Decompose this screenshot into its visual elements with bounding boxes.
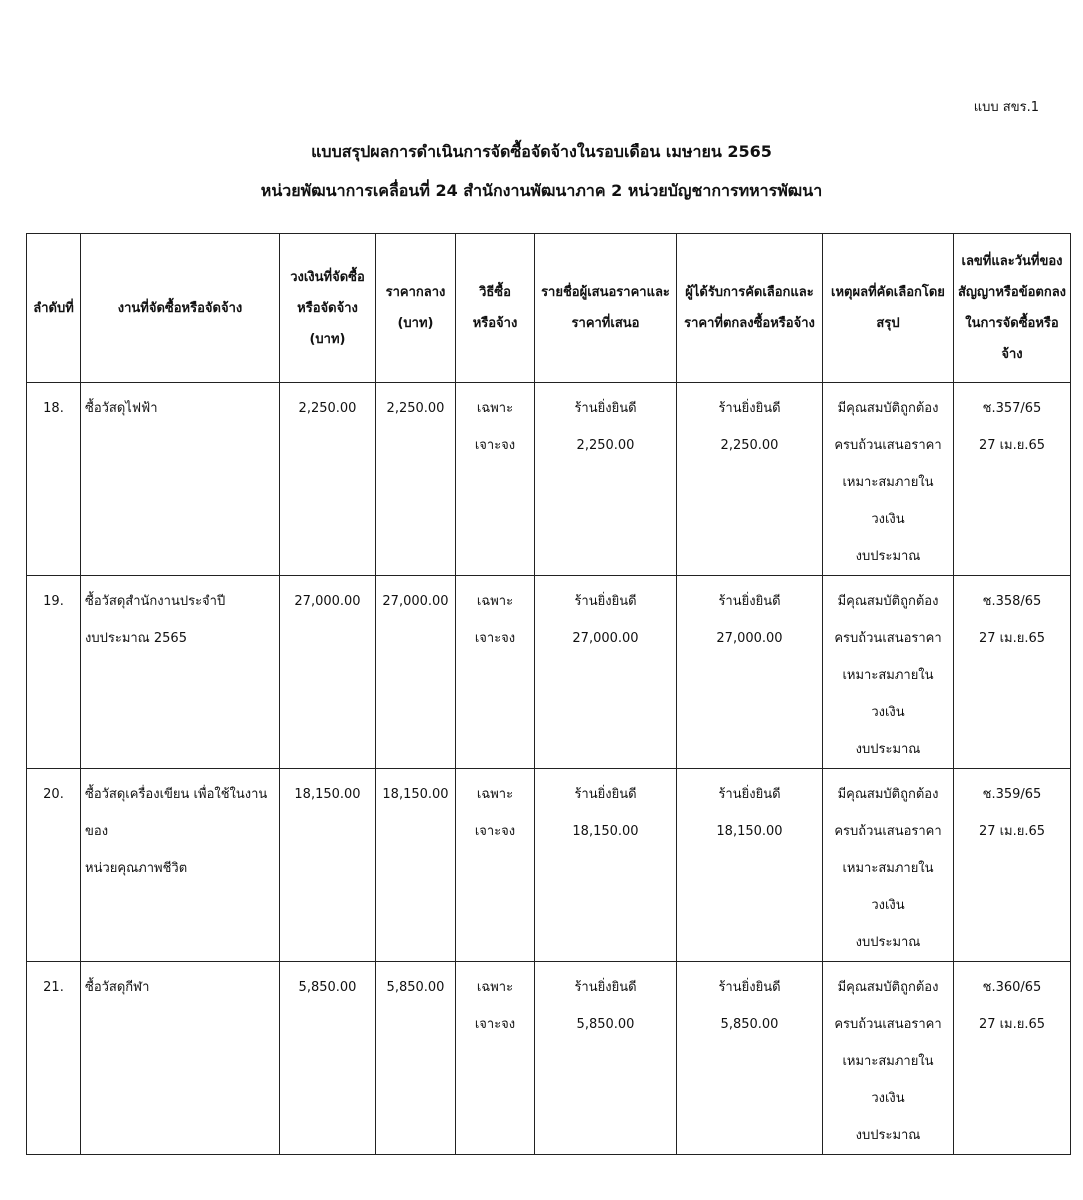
cell-bidder-line: 27,000.00 — [572, 631, 639, 646]
cell-reason-line: งบประมาณ — [855, 742, 921, 757]
cell-item — [81, 383, 280, 576]
header-line: (บาท) — [309, 331, 346, 347]
header-contract — [954, 234, 1071, 383]
cell-reason-line: ครบถ้วนเสนอราคา — [834, 631, 942, 646]
cell-reason-line: งบประมาณ — [855, 935, 921, 950]
document-subtitle: หน่วยพัฒนาการเคลื่อนที่ 24 สำนักงานพัฒนาภาค 2 หน่วยบัญชาการทหารพัฒนา — [260, 181, 823, 200]
cell-bidder-line: 2,250.00 — [576, 438, 635, 453]
cell-reason-line: เหมาะสมภายในวงเงิน — [842, 1054, 934, 1106]
table-header-row — [27, 234, 1071, 383]
header-median-price — [376, 234, 456, 383]
cell-reason-line: มีคุณสมบัติถูกต้อง — [837, 980, 939, 995]
cell-selected-line: 18,150.00 — [716, 824, 783, 839]
cell-bidder — [535, 962, 677, 1155]
header-bidder — [535, 234, 677, 383]
table-row — [27, 383, 1071, 576]
cell-median-price: 5,850.00 — [376, 962, 456, 1155]
cell-reason — [823, 576, 954, 769]
cell-bidder — [535, 576, 677, 769]
header-line: หรือจัดจ้าง — [297, 300, 358, 316]
header-line: ผู้ได้รับการคัดเลือกและ — [685, 285, 814, 300]
header-line: งานที่จัดซื้อหรือจัดจ้าง — [117, 300, 243, 316]
header-line: (บาท) — [397, 316, 434, 331]
header-line: สัญญาหรือข้อตกลง — [957, 285, 1067, 300]
cell-contract-line: ช.359/65 — [982, 787, 1042, 802]
cell-contract-line: 27 เม.ย.65 — [978, 631, 1046, 646]
header-line: หรือจ้าง — [472, 316, 518, 331]
cell-bidder-line: ร้านยิ่งยินดี — [574, 980, 637, 995]
cell-contract — [954, 962, 1071, 1155]
header-line: ในการจัดซื้อหรือ — [965, 316, 1059, 331]
cell-item-line: ซื้อวัสดุเครื่องเขียน เพื่อใช้ในงานของ — [85, 787, 268, 839]
cell-reason — [823, 383, 954, 576]
cell-bidder-line: ร้านยิ่งยินดี — [574, 401, 637, 416]
table-row — [27, 576, 1071, 769]
cell-no: 21. — [27, 962, 81, 1155]
cell-selected-line: 5,850.00 — [720, 1017, 779, 1032]
cell-reason-line: ครบถ้วนเสนอราคา — [834, 1017, 942, 1032]
cell-method: เฉพาะเจาะจง — [456, 576, 535, 769]
cell-selected — [677, 383, 823, 576]
cell-reason-line: มีคุณสมบัติถูกต้อง — [837, 594, 939, 609]
cell-no: 19. — [27, 576, 81, 769]
cell-bidder — [535, 769, 677, 962]
header-line: รายชื่อผู้เสนอราคาและ — [541, 285, 670, 300]
header-line: เลขที่และวันที่ของ — [961, 254, 1063, 269]
header-line: ราคากลาง — [385, 285, 446, 300]
cell-budget: 5,850.00 — [280, 962, 376, 1155]
cell-reason-line: ครบถ้วนเสนอราคา — [834, 824, 942, 839]
cell-item — [81, 576, 280, 769]
cell-reason-line: งบประมาณ — [855, 1128, 921, 1143]
cell-bidder-line: 5,850.00 — [576, 1017, 635, 1032]
cell-item-line: ซื้อวัสดุสำนักงานประจำปี — [85, 594, 226, 609]
header-selected — [677, 234, 823, 383]
cell-reason — [823, 769, 954, 962]
header-no — [27, 234, 81, 383]
cell-median-price: 27,000.00 — [376, 576, 456, 769]
cell-item-line: ซื้อวัสดุไฟฟ้า — [85, 401, 158, 416]
cell-contract-line: ช.357/65 — [982, 401, 1042, 416]
cell-budget: 27,000.00 — [280, 576, 376, 769]
form-code: แบบ สขร.1 — [973, 100, 1039, 115]
cell-median-price: 18,150.00 — [376, 769, 456, 962]
cell-bidder-line: 18,150.00 — [572, 824, 639, 839]
header-line: ราคาที่ตกลงซื้อหรือจ้าง — [684, 316, 815, 331]
cell-method: เฉพาะเจาะจง — [456, 962, 535, 1155]
cell-contract — [954, 576, 1071, 769]
cell-median-price: 2,250.00 — [376, 383, 456, 576]
cell-reason — [823, 962, 954, 1155]
cell-no: 18. — [27, 383, 81, 576]
cell-bidder — [535, 383, 677, 576]
cell-bidder-line: ร้านยิ่งยินดี — [574, 787, 637, 802]
cell-method: เฉพาะเจาะจง — [456, 383, 535, 576]
header-item — [81, 234, 280, 383]
cell-selected — [677, 962, 823, 1155]
procurement-table — [26, 233, 1071, 1155]
document-title: แบบสรุปผลการดำเนินการจัดซื้อจัดจ้างในรอบเดือน เมษายน 2565 — [311, 142, 772, 161]
cell-contract — [954, 383, 1071, 576]
cell-contract — [954, 769, 1071, 962]
header-method — [456, 234, 535, 383]
cell-selected — [677, 576, 823, 769]
cell-contract-line: ช.360/65 — [982, 980, 1042, 995]
cell-item-line: หน่วยคุณภาพชีวิต — [85, 861, 188, 876]
cell-selected-line: ร้านยิ่งยินดี — [718, 787, 781, 802]
header-line: จ้าง — [1001, 347, 1023, 362]
cell-reason-line: ครบถ้วนเสนอราคา — [834, 438, 942, 453]
cell-selected-line: ร้านยิ่งยินดี — [718, 594, 781, 609]
cell-method: เฉพาะเจาะจง — [456, 769, 535, 962]
cell-selected-line: 27,000.00 — [716, 631, 783, 646]
cell-reason-line: มีคุณสมบัติถูกต้อง — [837, 401, 939, 416]
header-line: ราคาที่เสนอ — [571, 316, 640, 331]
cell-selected-line: ร้านยิ่งยินดี — [718, 401, 781, 416]
header-line: วิธีซื้อ — [479, 285, 511, 300]
cell-reason-line: เหมาะสมภายในวงเงิน — [842, 668, 934, 720]
header-reason — [823, 234, 954, 383]
cell-reason-line: งบประมาณ — [855, 549, 921, 564]
cell-contract-line: 27 เม.ย.65 — [978, 1017, 1046, 1032]
cell-item — [81, 962, 280, 1155]
cell-selected-line: 2,250.00 — [720, 438, 779, 453]
cell-contract-line: ช.358/65 — [982, 594, 1042, 609]
cell-budget: 2,250.00 — [280, 383, 376, 576]
cell-reason-line: เหมาะสมภายในวงเงิน — [842, 861, 934, 913]
header-line: วงเงินที่จัดซื้อ — [290, 269, 365, 285]
cell-item-line: งบประมาณ 2565 — [85, 631, 187, 646]
header-line: สรุป — [876, 316, 900, 331]
cell-reason-line: เหมาะสมภายในวงเงิน — [842, 475, 934, 527]
cell-contract-line: 27 เม.ย.65 — [978, 824, 1046, 839]
cell-budget: 18,150.00 — [280, 769, 376, 962]
cell-selected-line: ร้านยิ่งยินดี — [718, 980, 781, 995]
cell-no: 20. — [27, 769, 81, 962]
header-budget — [280, 234, 376, 383]
header-line: ลำดับที่ — [33, 300, 74, 316]
cell-item — [81, 769, 280, 962]
cell-contract-line: 27 เม.ย.65 — [978, 438, 1046, 453]
table-row — [27, 769, 1071, 962]
table-row — [27, 962, 1071, 1155]
cell-bidder-line: ร้านยิ่งยินดี — [574, 594, 637, 609]
cell-item-line: ซื้อวัสดุกีฬา — [85, 980, 150, 995]
header-line: เหตุผลที่คัดเลือกโดย — [831, 285, 945, 300]
cell-selected — [677, 769, 823, 962]
cell-reason-line: มีคุณสมบัติถูกต้อง — [837, 787, 939, 802]
